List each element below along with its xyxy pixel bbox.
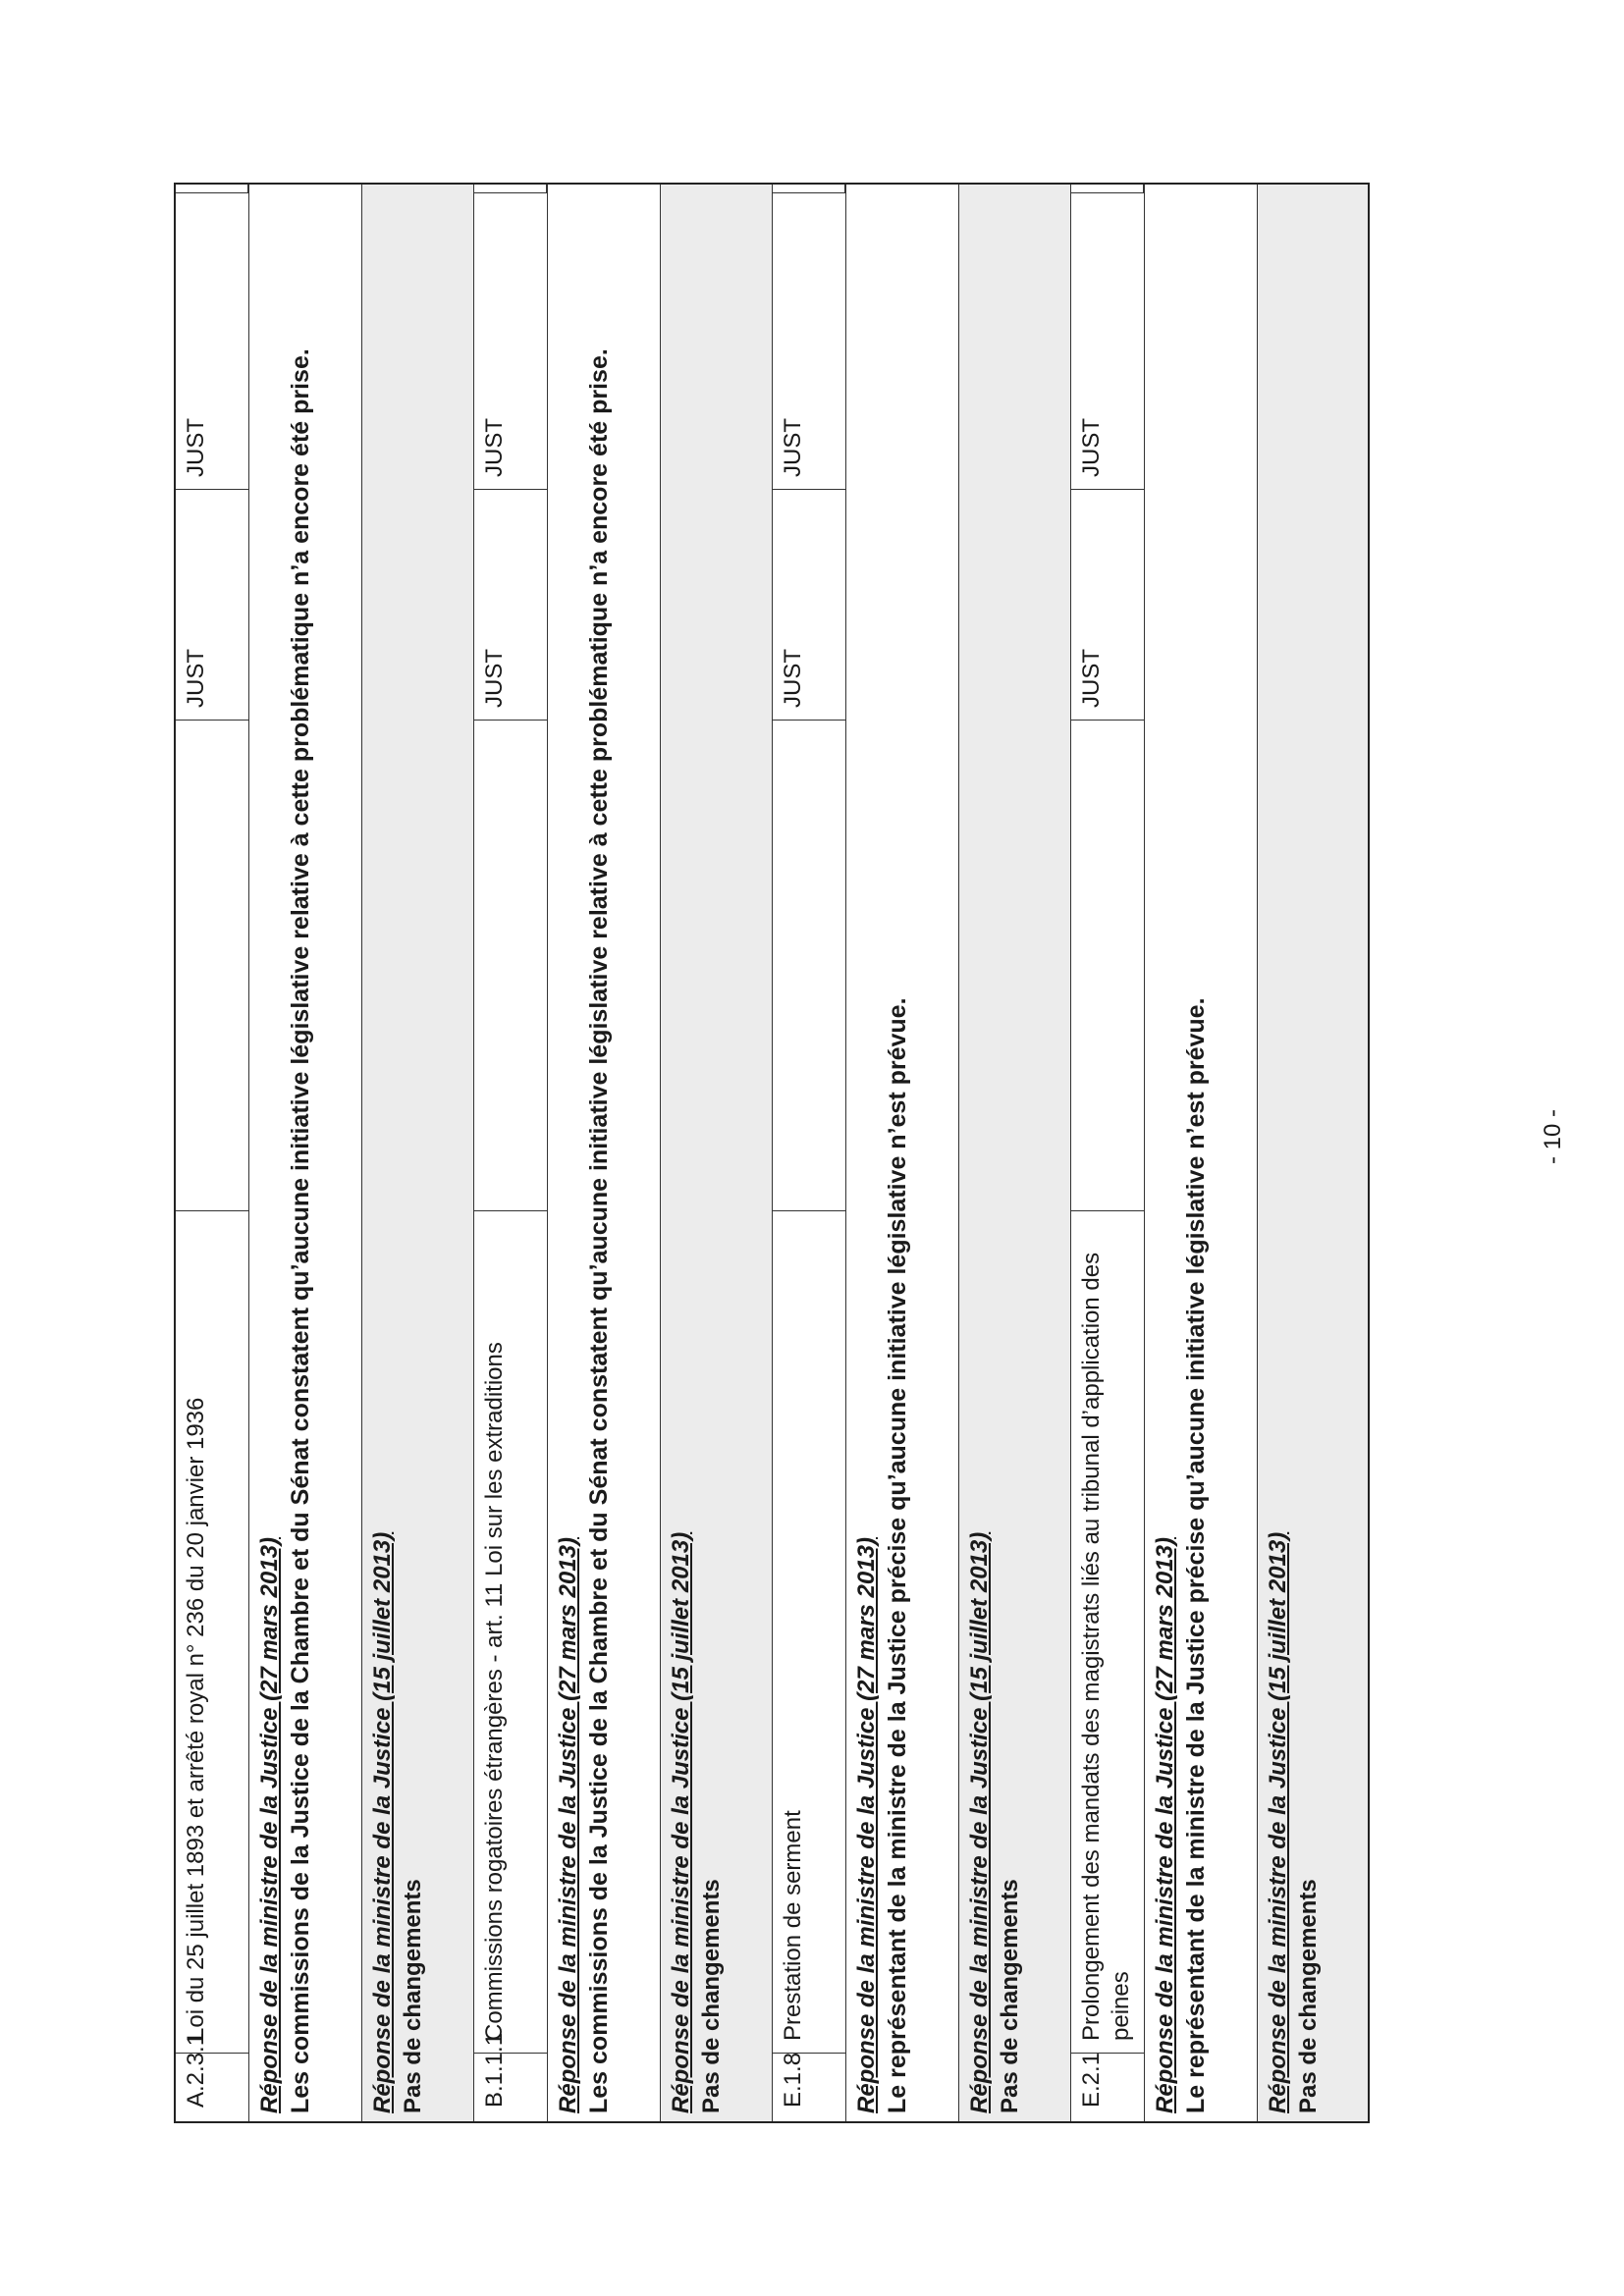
table-row-response-march [249,185,362,2121]
response-text: Pas de changements [400,1879,426,2113]
entry-department-2: JUST [1071,192,1144,489]
entry-row-end [1071,185,1144,192]
response-text: Pas de changements [1295,1879,1322,2113]
table-row-entry [773,185,846,2121]
response-heading: Réponse de la ministre de la Justice (27 mars 2013) [256,1537,283,2113]
response-heading: Réponse de la ministre de la Justice (27 mars 2013) [555,1537,581,2113]
response-text: Les commissions de la Justice de la Chambre et du Sénat constatent qu’aucune initiative législative relative à cette problématique n’a encore été prise. [585,348,613,2113]
entry-row-end [176,185,248,192]
table-row-response-march [548,185,661,2121]
response-heading: Réponse de la ministre de la Justice (15 juillet 2013) [668,1531,694,2113]
table-row-entry [176,185,249,2121]
entry-empty-cell [474,720,547,1210]
entry-title: Prestation de serment [773,1210,845,2053]
entry-empty-cell [1071,720,1144,1210]
entry-row-end [773,185,845,192]
entry-title: Prolongement des mandats des magistrats liés au tribunal d’application des peines [1071,1210,1144,2053]
response-heading: Réponse de la ministre de la Justice (15 juillet 2013) [966,1531,993,2113]
response-block [249,185,361,2121]
entry-department-2: JUST [474,192,547,489]
response-heading: Réponse de la ministre de la Justice (15 juillet 2013) [369,1531,396,2113]
entry-department-2: JUST [773,192,845,489]
table-row-entry [1071,185,1145,2121]
entry-empty-cell [176,720,248,1210]
entry-code: B.1.1.1 [474,2053,547,2121]
entry-department-1: JUST [1071,489,1144,720]
table-row-response-july [661,185,773,2121]
response-block [362,185,473,2121]
entry-title: Commissions rogatoires étrangères - art. 11 Loi sur les extraditions [474,1210,547,2053]
follow-up-table [174,183,1370,2123]
entry-department-2: JUST [176,192,248,489]
entry-code: A.2.3.1 [176,2053,248,2121]
table-row-response-july [959,185,1071,2121]
table-row-response-march [1145,185,1258,2121]
table-row-response-march [846,185,959,2121]
entry-department-1: JUST [176,489,248,720]
table-row-response-july [1258,185,1368,2121]
response-heading: Réponse de la ministre de la Justice (27 mars 2013) [1152,1537,1178,2113]
entry-empty-cell [773,720,845,1210]
response-text: Pas de changements [997,1879,1023,2113]
entry-code: E.1.8 [773,2053,845,2121]
page-number: - 10 - [1540,1108,1566,1165]
entry-code: E.2.1 [1071,2053,1144,2121]
response-text: Le représentant de la ministre de la Justice précise qu’aucune initiative législative n’est prévue. [884,997,911,2113]
response-block [1145,185,1257,2121]
table-row-response-july [362,185,474,2121]
response-heading: Réponse de la ministre de la Justice (15 juillet 2013) [1265,1531,1291,2113]
entry-department-1: JUST [773,489,845,720]
response-block [661,185,772,2121]
table-row-entry [474,185,548,2121]
response-heading: Réponse de la ministre de la Justice (27 mars 2013) [853,1537,880,2113]
response-text: Les commissions de la Justice de la Chambre et du Sénat constatent qu’aucune initiative législative relative à cette problématique n’a encore été prise. [287,348,314,2113]
response-text: Pas de changements [698,1879,725,2113]
response-block [1258,185,1368,2121]
response-block [548,185,660,2121]
entry-row-end [474,185,547,192]
entry-title: Loi du 25 juillet 1893 et arrêté royal n° 236 du 20 janvier 1936 [176,1210,248,2053]
rotated-page-content [174,183,1370,2123]
response-block [846,185,958,2121]
response-text: Le représentant de la ministre de la Justice précise qu’aucune initiative législative n’est prévue. [1182,997,1210,2113]
response-block [959,185,1070,2121]
entry-department-1: JUST [474,489,547,720]
